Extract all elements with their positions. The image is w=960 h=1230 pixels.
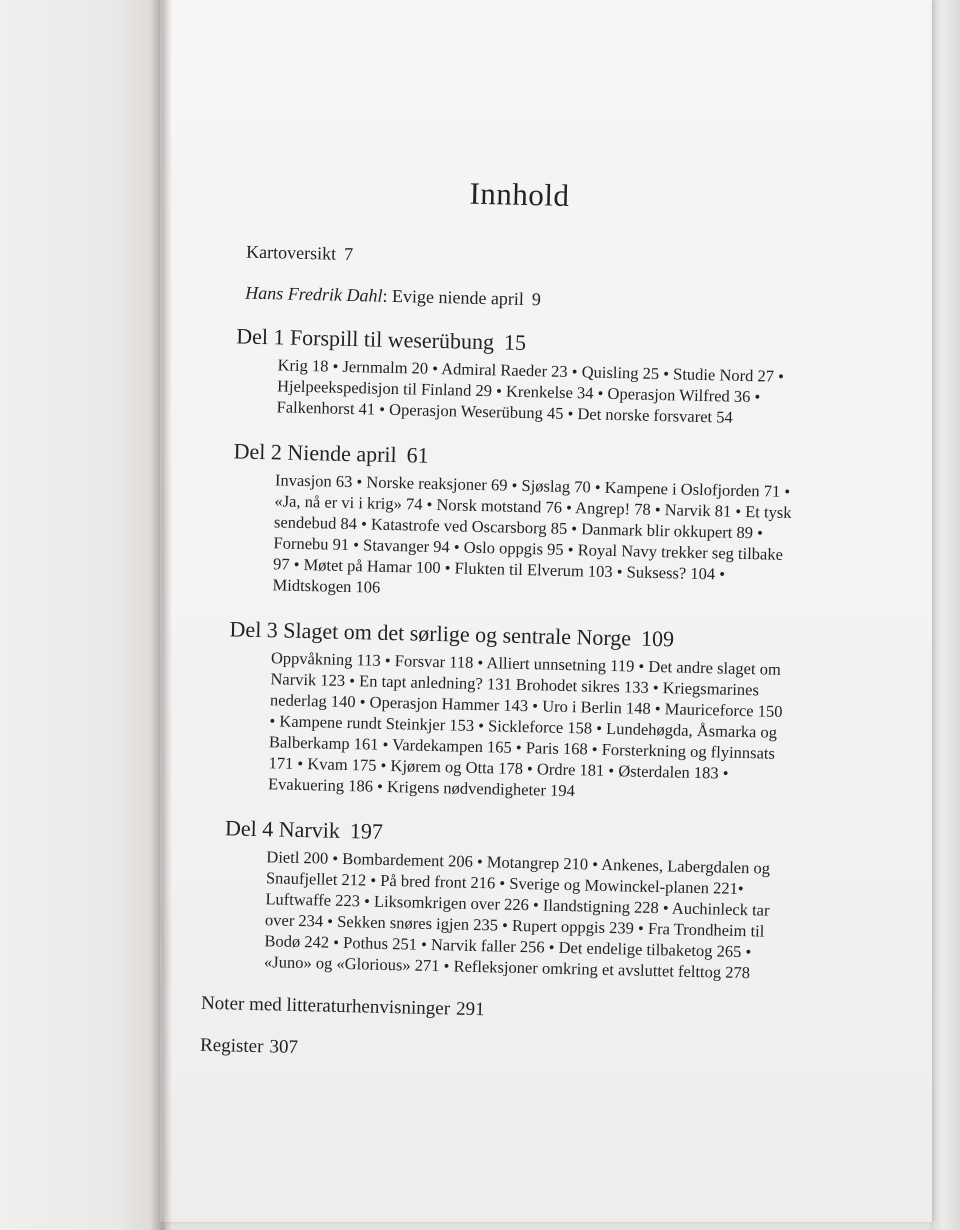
part-entries: Invasjon 63 • Norske reaksjoner 69 • Sjøslag 70 • Kampene i Oslofjorden 71 • «Ja, nå er vi i krig» 74 • Norsk motstand 76 • Angrep! 78 • Narvik 81 • Et tysk sendebud 84 • Katastrofe ved Oscarsborg 85 • Danmark blir okkupert 89 • Fornebu 91 • Stavanger 94 • Oslo oppgis 95 • Royal Navy trekker seg tilbake 97 • Møtet på Hamar 100 • Flukten til Elverum 103 • Suksess? 104 • Midtskogen 106	[272, 470, 792, 597]
entry-label: Noter med litteraturhenvisninger	[200, 992, 451, 1020]
part-page: 197	[349, 818, 384, 844]
part-title: Del 3 Slaget om det sørlige og sentrale Norge	[229, 616, 632, 651]
part-page: 15	[503, 329, 527, 355]
entry-label: Register	[199, 1034, 264, 1058]
background-fabric	[930, 0, 960, 1230]
part-page: 61	[406, 442, 429, 468]
entry-label: Kartoversikt	[245, 241, 337, 264]
right-page	[160, 0, 932, 1222]
toc-part-4	[202, 815, 771, 984]
toc-entry-register	[200, 1035, 760, 1070]
entry-page: 307	[269, 1036, 299, 1058]
table-of-contents	[199, 170, 792, 1089]
toc-entry-foreword	[245, 283, 777, 316]
part-page: 109	[640, 625, 675, 652]
toc-entry-kartoversikt	[246, 242, 778, 275]
part-entries: Oppvåkning 113 • Forsvar 118 • Alliert unnsetning 119 • Det andre slaget om Narvik 123 • En tapt anledning? 131 Brohodet sikres 133 • Kriegsmarines nederlag 140 • Operasjon Hammer 143 • Uro i Berlin 148 • Mauriceforce 150 • Kampene rundt Steinkjer 153 • Sickleforce 158 • Lundehøgda, Åsmarka og Balberkamp 161 • Vardekampen 165 • Paris 168 • Forsterkning og flyinnsats 171 • Kvam 175 • Kjørem og Otta 178 • Ordre 181 • Østerdalen 183 • Evakuering 186 • Krigens nødvendigheter 194	[267, 648, 783, 801]
part-entries: Krig 18 • Jernmalm 20 • Admiral Raeder 23 • Quisling 25 • Studie Nord 27 • Hjelpeekspedisjon til Finland 29 • Krenkelse 34 • Operasjon Wilfred 36 • Falkenhorst 41 • Operasjon Weserübung 45 • Det norske forsvaret 54	[276, 355, 785, 427]
entry-label: : Evige niende april	[382, 285, 525, 309]
book-gutter	[150, 0, 172, 1230]
toc-part-2	[210, 438, 792, 607]
part-entries: Dietl 200 • Bombardement 206 • Motangrep 210 • Ankenes, Labergdalen og Snaufjellet 212 • På bred front 216 • Sverige og Mowinckel-planen 221• Luftwaffe 223 • Liksomkrigen over 226 • Ilandstigning 228 • Auchinleck tar over 234 • Sekken snøres igjen 235 • Rupert oppgis 239 • Fra Trondheim til Bodø 242 • Pothus 251 • Narvik faller 256 • Det endelige tilbaketog 265 • «Juno» og «Glorious» 271 • Refleksjoner omkring et avsluttet felttog 278	[263, 847, 771, 983]
left-page	[0, 0, 165, 1230]
entry-page: 7	[343, 243, 354, 265]
toc-entry-notes	[201, 993, 761, 1028]
entry-author: Hans Fredrik Dahl	[244, 282, 383, 306]
toc-part-3	[206, 616, 783, 806]
page-title: Innhold	[469, 175, 570, 213]
entry-page: 9	[531, 289, 542, 310]
toc-part-1	[214, 323, 785, 429]
part-title: Del 4 Narvik	[224, 815, 341, 843]
part-title: Del 1 Forspill til weserübung	[235, 323, 495, 355]
entry-page: 291	[455, 998, 485, 1021]
part-title: Del 2 Niende april	[233, 438, 397, 468]
